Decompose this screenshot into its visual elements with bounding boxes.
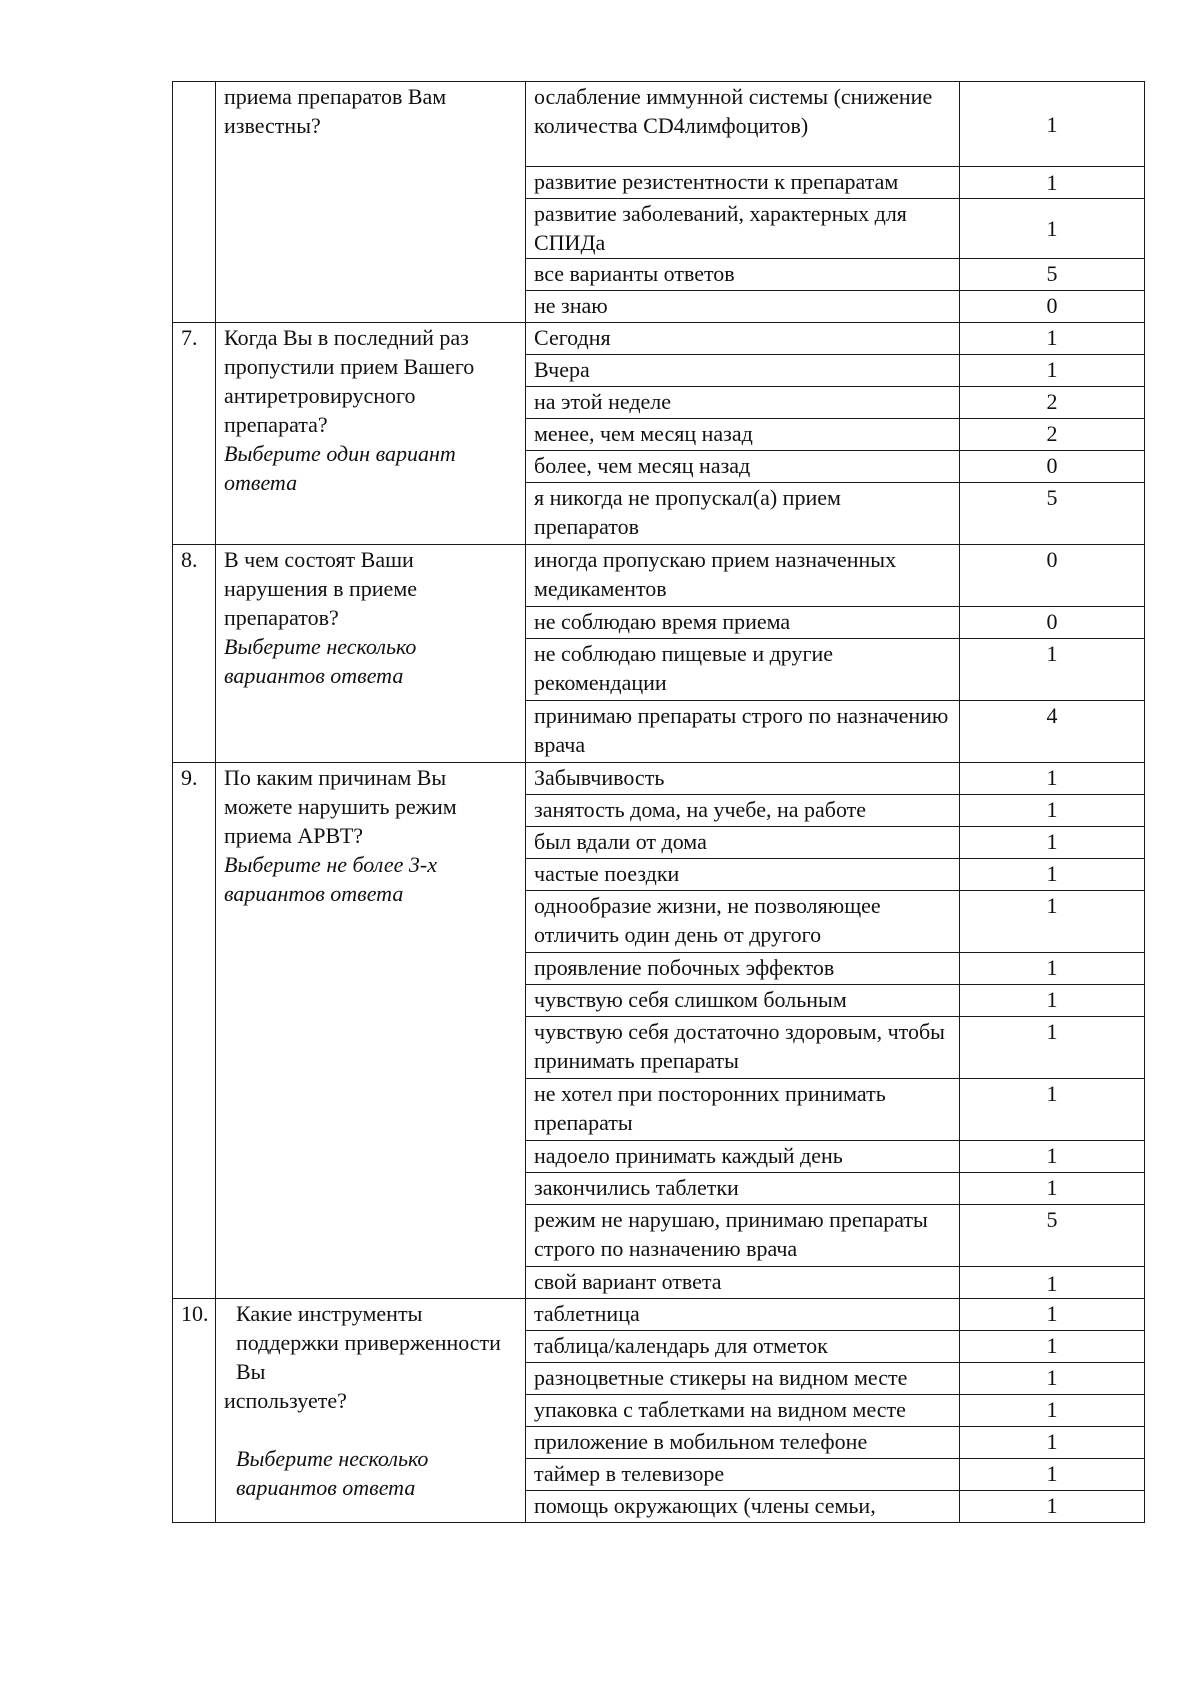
answer-value: 1	[960, 795, 1145, 827]
answer-value: 1	[960, 355, 1145, 387]
answer-option: свой вариант ответа	[526, 1267, 960, 1299]
answer-value: 1	[960, 1395, 1145, 1427]
answer-option: все варианты ответов	[526, 259, 960, 291]
answer-value: 1	[960, 323, 1145, 355]
answer-option: режим не нарушаю, принимаю препараты строго по назначению врача	[526, 1205, 960, 1267]
answer-value: 1	[960, 1299, 1145, 1331]
answer-value: 1	[960, 859, 1145, 891]
table-row	[173, 763, 1145, 795]
answer-value: 1	[960, 1363, 1145, 1395]
answer-option: был вдали от дома	[526, 827, 960, 859]
answer-option: развитие резистентности к препаратам	[526, 167, 960, 199]
answer-option: развитие заболеваний, характерных для СПИДа	[526, 199, 960, 259]
answer-value: 1	[960, 1427, 1145, 1459]
question-text: По каким причинам Вы можете нарушить режим приема АРВТ?	[224, 765, 457, 848]
answer-option: помощь окружающих (члены семьи,	[526, 1491, 960, 1523]
answer-value: 1	[960, 1079, 1145, 1141]
answer-value: 1	[960, 1459, 1145, 1491]
table-row	[173, 323, 1145, 355]
question-number: 7.	[173, 323, 216, 545]
answer-value: 1	[960, 1017, 1145, 1079]
answer-value: 1	[960, 985, 1145, 1017]
question-number: 8.	[173, 545, 216, 763]
question-hint: Выберите не более 3-х вариантов ответа	[224, 852, 437, 906]
question-number: 9.	[173, 763, 216, 1299]
answer-option: однообразие жизни, не позволяющее отличить один день от другого	[526, 891, 960, 953]
survey-table	[172, 81, 1145, 1523]
answer-option: чувствую себя слишком больным	[526, 985, 960, 1017]
answer-option: не соблюдаю пищевые и другие рекомендации	[526, 639, 960, 701]
answer-value: 1	[960, 639, 1145, 701]
answer-value: 1	[960, 953, 1145, 985]
question-cell	[216, 1299, 526, 1523]
answer-option: разноцветные стикеры на видном месте	[526, 1363, 960, 1395]
question-cell	[216, 82, 526, 323]
answer-value: 1	[960, 82, 1145, 167]
answer-value: 0	[960, 607, 1145, 639]
question-cell	[216, 545, 526, 763]
answer-option: чувствую себя достаточно здоровым, чтобы принимать препараты	[526, 1017, 960, 1079]
answer-value: 5	[960, 483, 1145, 545]
question-cell	[216, 323, 526, 545]
answer-value: 2	[960, 419, 1145, 451]
question-text: приема препаратов Вам известны?	[224, 84, 447, 138]
answer-value: 0	[960, 545, 1145, 607]
answer-option: я никогда не пропускал(а) прием препаратов	[526, 483, 960, 545]
answer-value: 4	[960, 701, 1145, 763]
answer-value: 0	[960, 291, 1145, 323]
question-text-end: используете?	[224, 1388, 347, 1413]
answer-option: таблетница	[526, 1299, 960, 1331]
answer-option: таблица/календарь для отметок	[526, 1331, 960, 1363]
answer-option: более, чем месяц назад	[526, 451, 960, 483]
answer-option: надоело принимать каждый день	[526, 1141, 960, 1173]
question-number: 10.	[173, 1299, 216, 1523]
answer-value: 1	[960, 1331, 1145, 1363]
answer-option: принимаю препараты строго по назначению врача	[526, 701, 960, 763]
answer-value: 5	[960, 259, 1145, 291]
question-text: В чем состоят Ваши нарушения в приеме препаратов?	[224, 547, 418, 630]
answer-option: иногда пропускаю прием назначенных медикаментов	[526, 545, 960, 607]
answer-option: менее, чем месяц назад	[526, 419, 960, 451]
answer-value: 1	[960, 891, 1145, 953]
answer-value: 1	[960, 1173, 1145, 1205]
table-row	[173, 82, 1145, 167]
answer-option: на этой неделе	[526, 387, 960, 419]
answer-option: не соблюдаю время приема	[526, 607, 960, 639]
answer-value: 1	[960, 1267, 1145, 1299]
answer-option: ослабление иммунной системы (снижение количества CD4лимфоцитов)	[526, 82, 960, 167]
question-number-cell	[173, 82, 216, 323]
answer-option: Забывчивость	[526, 763, 960, 795]
answer-option: занятость дома, на учебе, на работе	[526, 795, 960, 827]
question-text: Когда Вы в последний раз пропустили прием Вашего антиретровирусного препарата?	[224, 325, 475, 437]
table-row	[173, 1299, 1145, 1331]
answer-option: закончились таблетки	[526, 1173, 960, 1205]
answer-value: 1	[960, 763, 1145, 795]
answer-option: частые поездки	[526, 859, 960, 891]
answer-option: таймер в телевизоре	[526, 1459, 960, 1491]
answer-option: упаковка с таблетками на видном месте	[526, 1395, 960, 1427]
answer-value: 1	[960, 1491, 1145, 1523]
table-row	[173, 545, 1145, 607]
answer-value: 1	[960, 199, 1145, 259]
answer-value: 5	[960, 1205, 1145, 1267]
answer-value: 0	[960, 451, 1145, 483]
question-cell	[216, 763, 526, 1299]
answer-option: Сегодня	[526, 323, 960, 355]
answer-option: приложение в мобильном телефоне	[526, 1427, 960, 1459]
question-hint: Выберите один вариант ответа	[224, 441, 456, 495]
answer-value: 1	[960, 1141, 1145, 1173]
answer-value: 2	[960, 387, 1145, 419]
answer-option: проявление побочных эффектов	[526, 953, 960, 985]
answer-value: 1	[960, 167, 1145, 199]
answer-value: 1	[960, 827, 1145, 859]
answer-option: не хотел при посторонних принимать препараты	[526, 1079, 960, 1141]
answer-option: не знаю	[526, 291, 960, 323]
answer-option: Вчера	[526, 355, 960, 387]
question-hint: Выберите несколько вариантов ответа	[224, 634, 417, 688]
question-text: Какие инструменты поддержки приверженности Вы	[236, 1301, 501, 1384]
question-hint: Выберите несколько вариантов ответа	[236, 1446, 429, 1500]
